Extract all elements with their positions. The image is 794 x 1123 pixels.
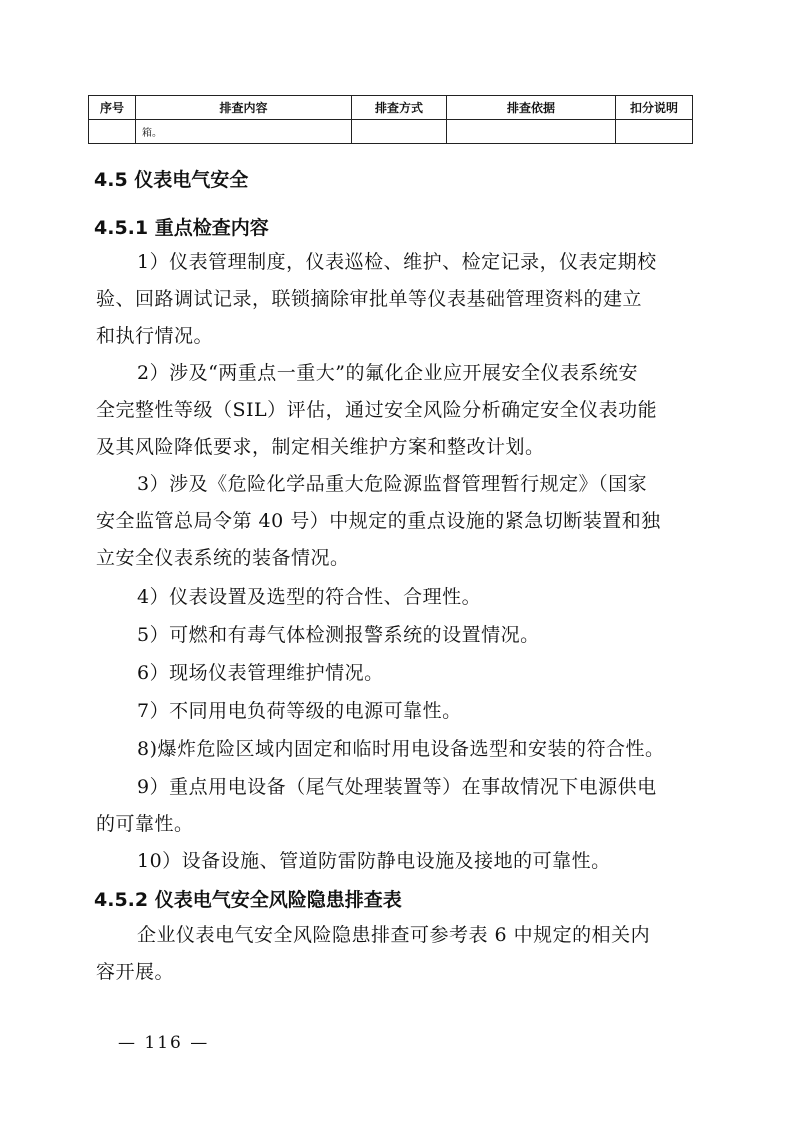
paragraph-line: 的可靠性。 — [96, 813, 194, 835]
page-number: — 116 — — [118, 1033, 210, 1053]
col-header-deduction: 扣分说明 — [616, 96, 693, 120]
col-header-index: 序号 — [89, 96, 136, 120]
table-header-row — [89, 96, 693, 120]
paragraph-line: 1）仪表管理制度，仪表巡检、维护、检定记录，仪表定期校 — [137, 251, 657, 273]
paragraph-line: 6）现场仪表管理维护情况。 — [137, 662, 384, 684]
paragraph-line: 9）重点用电设备（尾气处理装置等）在事故情况下电源供电 — [137, 776, 657, 798]
table-cell — [352, 120, 447, 144]
paragraph-line: 3）涉及《危险化学品重大危险源监督管理暂行规定》（国家 — [137, 473, 648, 495]
paragraph-line: 7）不同用电负荷等级的电源可靠性。 — [137, 700, 462, 722]
paragraph-line: 和执行情况。 — [96, 325, 214, 347]
paragraph-line: 验、回路调试记录，联锁摘除审批单等仪表基础管理资料的建立 — [96, 288, 643, 310]
checklist-table — [88, 95, 693, 144]
paragraph-line: 立安全仪表系统的装备情况。 — [96, 547, 350, 569]
table-row — [89, 120, 693, 144]
paragraph-line: 10）设备设施、管道防雷防静电设施及接地的可靠性。 — [137, 850, 611, 872]
table-cell — [89, 120, 136, 144]
paragraph-line: 及其风险降低要求，制定相关维护方案和整改计划。 — [96, 436, 545, 458]
paragraph-line: 容开展。 — [96, 961, 175, 983]
paragraph-line: 8)爆炸危险区域内固定和临时用电设备选型和安装的符合性。 — [137, 738, 665, 760]
subsection-title-checklist: 4.5.2 仪表电气安全风险隐患排查表 — [94, 889, 402, 911]
paragraph-line: 全完整性等级（SIL）评估，通过安全风险分析确定安全仪表功能 — [96, 399, 658, 421]
table-cell — [616, 120, 693, 144]
col-header-basis: 排查依据 — [447, 96, 616, 120]
col-header-content: 排查内容 — [136, 96, 352, 120]
paragraph-line: 安全监管总局令第 40 号）中规定的重点设施的紧急切断装置和独 — [96, 510, 661, 532]
subsection-title-key-items: 4.5.1 重点检查内容 — [94, 217, 269, 239]
col-header-method: 排查方式 — [352, 96, 447, 120]
table-cell: 箱。 — [136, 120, 352, 144]
section-title: 4.5 仪表电气安全 — [94, 169, 249, 191]
paragraph-line: 4）仪表设置及选型的符合性、合理性。 — [137, 586, 482, 608]
paragraph-line: 5）可燃和有毒气体检测报警系统的设置情况。 — [137, 624, 540, 646]
paragraph-line: 2）涉及“两重点一重大”的氟化企业应开展安全仪表系统安 — [137, 362, 639, 384]
paragraph-line: 企业仪表电气安全风险隐患排查可参考表 6 中规定的相关内 — [137, 924, 651, 946]
table-cell — [447, 120, 616, 144]
